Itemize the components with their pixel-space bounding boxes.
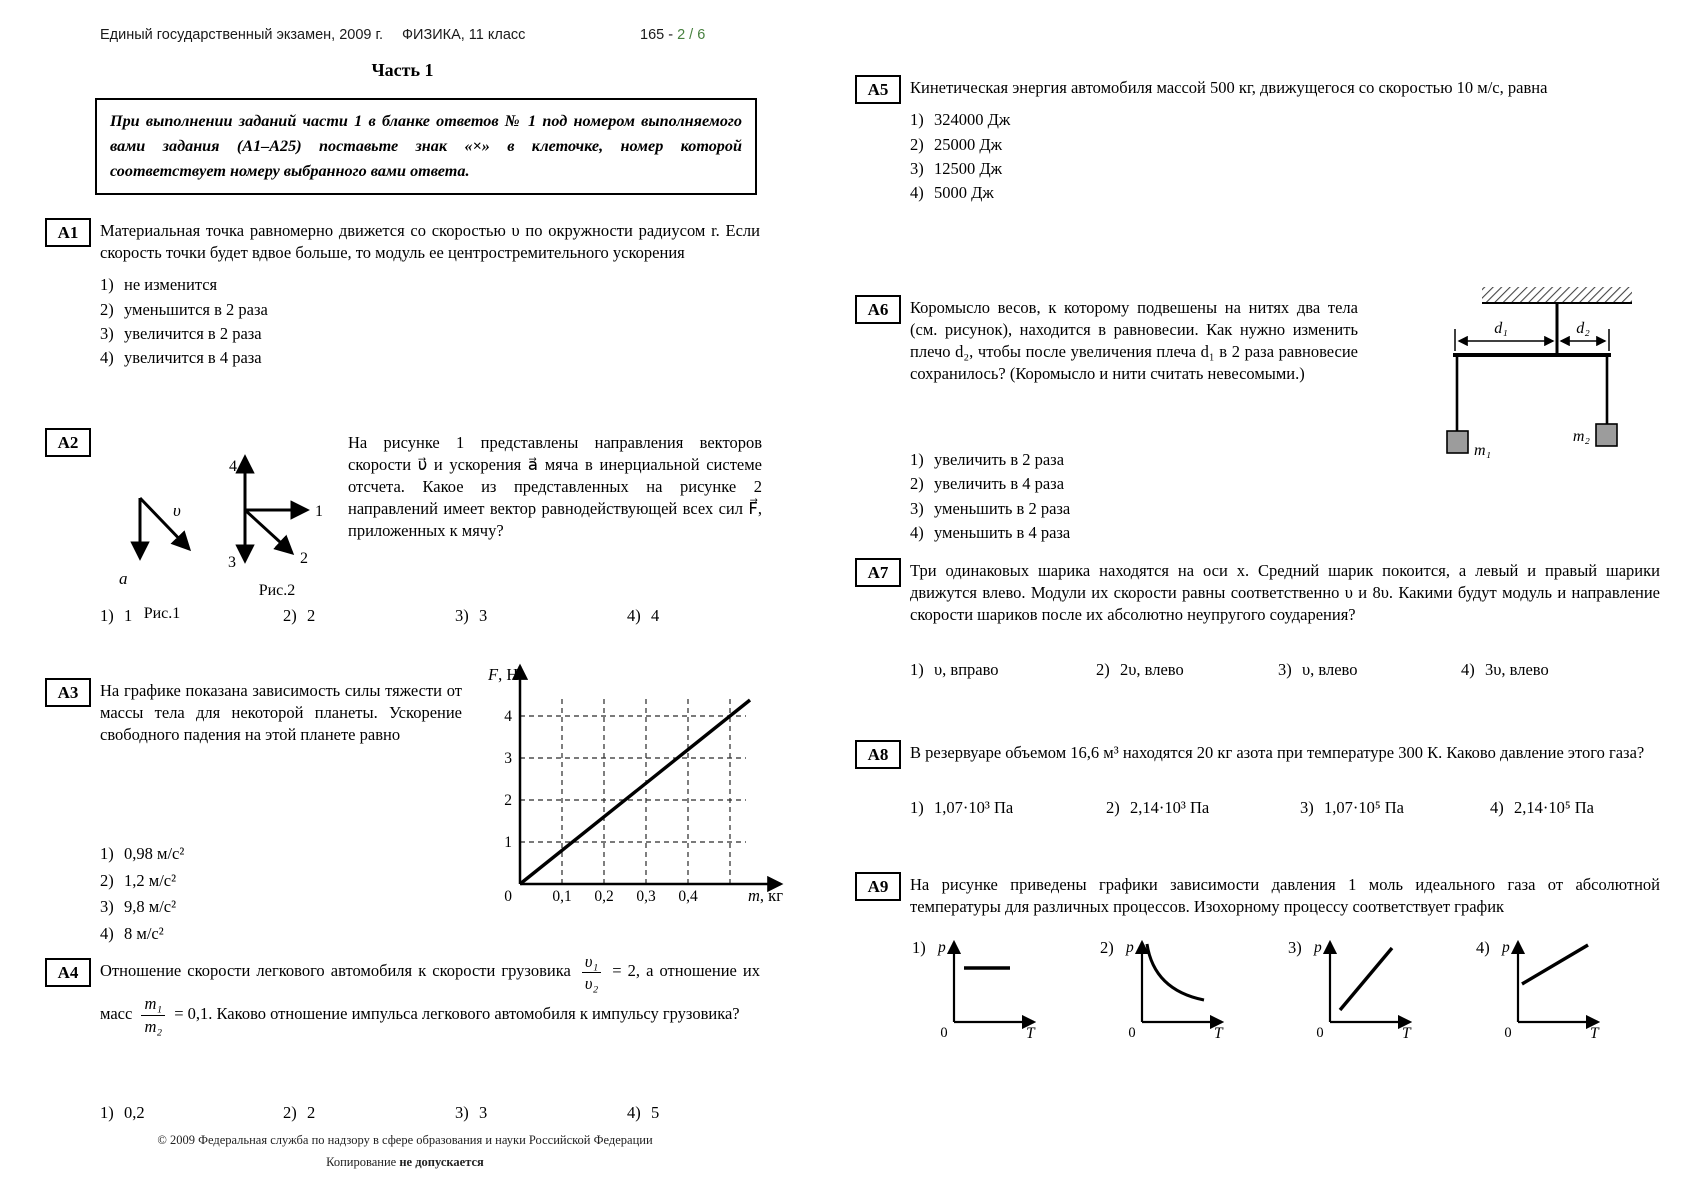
question-a1 xyxy=(57,220,760,371)
a9-graph-option-3 xyxy=(1288,932,1476,1040)
a9-option-3-number: 3) xyxy=(1288,938,1302,957)
option-a7-2: 2) 2υ, влево xyxy=(1096,660,1184,679)
a3-y-axis-label: F, Н xyxy=(488,665,519,684)
question-a4 xyxy=(57,950,761,1125)
question-a3-number-box: А3 xyxy=(45,678,91,707)
a3-ytick-2: 2 xyxy=(504,792,512,809)
question-a2 xyxy=(57,430,762,630)
header-exam-name: Единый государственный экзамен, 2009 г. xyxy=(100,27,384,43)
question-a4-options xyxy=(100,1103,760,1123)
question-a3-options xyxy=(100,841,184,948)
header-page-number: 2 / 6 xyxy=(677,27,706,43)
option-a2-2: 2) 2 xyxy=(283,606,316,625)
a9-graph-1 xyxy=(934,932,1049,1040)
a2-figure-1-caption: Рис.1 xyxy=(143,605,181,622)
a3-xtick-02: 0,2 xyxy=(594,888,614,905)
question-a6-text: Коромысло весов, к которому подвешены на нитях два тела (см. рисунок), находится в равновесии. Как нужно изменить плечо d₂, чтобы после увеличения плеча d₁ в 2 раза равновесие сохранилось? (Коромысло и нити считать невесомыми.) xyxy=(910,298,1358,384)
option-a2-4: 4) 4 xyxy=(627,606,660,625)
a9-graph-3 xyxy=(1310,932,1425,1040)
question-a1-options xyxy=(100,273,760,371)
a4-text-part-2: = 2, а xyxy=(612,961,654,980)
question-a8-options xyxy=(910,798,1660,818)
a4-text-part-1: Отношение скорости легкового автомобиля к скорости грузовика xyxy=(100,961,571,980)
a9-graph-4-curve xyxy=(1522,945,1588,984)
a3-ytick-1: 1 xyxy=(504,834,512,851)
a9-graph-4-t-label: T xyxy=(1589,1025,1599,1042)
a3-ytick-4: 4 xyxy=(504,708,512,725)
option-a4-3: 3) 3 xyxy=(455,1103,488,1122)
a6-d1-label: d₁ xyxy=(1494,320,1508,337)
option-a5-4: 4) 5000 Дж xyxy=(910,183,994,203)
a6-m2-label: m₂ xyxy=(1572,428,1590,445)
a3-x-axis-label: m, кг xyxy=(748,886,783,905)
a9-graph-4-p-label: p xyxy=(1501,939,1510,956)
question-a4-number-box: А4 xyxy=(45,958,91,987)
option-a3-2: 2) 1,2 м/с² xyxy=(100,870,177,890)
option-a1-4: 4) увеличится в 4 раза xyxy=(100,348,262,368)
question-a9 xyxy=(867,874,1660,1054)
a3-xtick-03: 0,3 xyxy=(636,888,656,905)
question-a6 xyxy=(867,297,1660,547)
footer-no-copy: Копирование не допускается xyxy=(326,1154,484,1169)
option-a5-2: 2) 25000 Дж xyxy=(910,134,1003,154)
a6-balance-figure xyxy=(1437,283,1662,483)
a9-graph-4 xyxy=(1498,932,1613,1040)
option-a6-2: 2) увеличить в 4 раза xyxy=(910,474,1065,494)
option-a8-2: 2) 2,14·10³ Па xyxy=(1106,798,1210,817)
question-a4-text xyxy=(100,950,760,1035)
option-a1-2: 2) уменьшится в 2 раза xyxy=(100,299,268,319)
a2-direction-3-label: 3 xyxy=(228,554,236,571)
option-a8-1: 1) 1,07·10³ Па xyxy=(910,798,1014,817)
option-a6-1: 1) увеличить в 2 раза xyxy=(910,450,1065,469)
question-a8 xyxy=(867,742,1660,832)
a9-graph-option-4 xyxy=(1476,932,1664,1040)
option-a7-1: 1) υ, вправо xyxy=(910,660,999,679)
option-a5-1: 1) 324000 Дж xyxy=(910,110,1011,130)
a9-graph-2-zero-label: 0 xyxy=(1128,1025,1136,1041)
a6-m1-label: m₁ xyxy=(1474,442,1492,459)
option-a5-3: 3) 12500 Дж xyxy=(910,158,1003,178)
a6-mass-1 xyxy=(1447,431,1468,453)
a2-direction-2-arrow xyxy=(245,510,292,553)
a9-graph-option-1 xyxy=(912,932,1100,1040)
a2-figure-2 xyxy=(215,445,345,615)
a2-direction-2-label: 2 xyxy=(300,550,308,567)
a4-text-part-3: отношение их масс xyxy=(100,961,761,1023)
a3-ytick-3: 3 xyxy=(504,750,512,767)
option-a8-3: 3) 1,07·10⁵ Па xyxy=(1300,798,1404,817)
question-a6-number-box: А6 xyxy=(855,295,901,324)
part-title: Часть 1 xyxy=(371,60,434,80)
question-a5-text: Кинетическая энергия автомобиля массой 500 кг, движущегося со скоростью 10 м/с, равна xyxy=(910,78,1548,97)
question-a7-text: Три одинаковых шарика находятся на оси x. Средний шарик покоится, а левый и правый шарики движутся влево. Модули их скорости равны соответственно υ и 8υ. Какими будут модуль и направление скорости шариков после их абсолютно неупругого соударения? xyxy=(910,561,1660,625)
a9-graph-option-2 xyxy=(1100,932,1288,1040)
option-a3-3: 3) 9,8 м/с² xyxy=(100,897,177,917)
a9-graph-2-p-label: p xyxy=(1125,939,1134,956)
a4-velocity-ratio-fraction: $\frac{\text{υ₁}}{\text{υ₂}}$ xyxy=(582,952,601,993)
question-a2-number-box: А2 xyxy=(45,428,91,457)
a3-origin-label: 0 xyxy=(504,888,512,905)
a9-graph-2-t-label: T xyxy=(1213,1025,1223,1042)
a9-option-4-number: 4) xyxy=(1476,938,1490,957)
a3-chart-line xyxy=(520,700,750,884)
header-page-code-black: 165 - xyxy=(640,27,674,43)
a2-acceleration-label: a⃗ xyxy=(119,569,141,588)
option-a7-4: 4) 3υ, влево xyxy=(1461,660,1549,679)
question-a3-text: На графике показана зависимость силы тяжести от массы тела для некоторой планеты. Ускорение свободного падения на этой планете равно xyxy=(100,681,462,745)
option-a3-4: 4) 8 м/с² xyxy=(100,924,164,944)
a9-option-1-number: 1) xyxy=(912,938,926,957)
question-a9-number-box: А9 xyxy=(855,872,901,901)
question-a1-text: Материальная точка равномерно движется со скоростью υ по окружности радиусом r. Если скорость точки будет вдвое больше, то модуль ее центростремительного ускорения xyxy=(100,221,760,263)
a9-graph-4-zero-label: 0 xyxy=(1504,1025,1512,1041)
a6-ceiling xyxy=(1482,287,1632,303)
option-a6-4: 4) уменьшить в 4 раза xyxy=(910,523,1071,543)
question-a2-options xyxy=(100,606,760,626)
question-a5-number-box: А5 xyxy=(855,75,901,104)
a4-mass-ratio-fraction: $\frac{\text{m₁}}{\text{m₂}}$ xyxy=(141,994,165,1035)
a9-graph-3-zero-label: 0 xyxy=(1316,1025,1324,1041)
question-a5 xyxy=(867,77,1660,206)
a3-xtick-01: 0,1 xyxy=(552,888,572,905)
a3-force-mass-chart xyxy=(478,652,793,905)
question-a7-number-box: А7 xyxy=(855,558,901,587)
a9-graph-3-curve xyxy=(1340,948,1392,1010)
option-a3-1: 1) 0,98 м/с² xyxy=(100,844,185,863)
a2-direction-1-label: 1 xyxy=(315,503,323,520)
option-a4-2: 2) 2 xyxy=(283,1103,316,1122)
option-a8-4: 4) 2,14·10⁵ Па xyxy=(1490,798,1594,817)
option-a2-1: 1) 1 xyxy=(100,606,133,625)
question-a7-options xyxy=(910,660,1660,680)
question-a5-options xyxy=(910,108,1660,206)
a9-option-2-number: 2) xyxy=(1100,938,1114,957)
a9-graph-2-curve xyxy=(1147,944,1204,1000)
question-a3 xyxy=(57,665,783,944)
instruction-text: При выполнении заданий части 1 в бланке ответов № 1 под номером выполняемого вами задания (А1–А25) поставьте знак «×» в клеточке, номер которой соответствует номеру выбранного вами ответа. xyxy=(110,112,742,181)
question-a9-graph-options xyxy=(912,932,1664,1040)
a3-xtick-04: 0,4 xyxy=(678,888,698,905)
option-a4-1: 1) 0,2 xyxy=(100,1103,145,1122)
option-a4-4: 4) 5 xyxy=(627,1103,660,1122)
question-a1-number-box: А1 xyxy=(45,218,91,247)
footer-copyright: © 2009 Федеральная служба по надзору в сфере образования и науки Российской Федерации xyxy=(157,1133,653,1147)
question-a8-number-box: А8 xyxy=(855,740,901,769)
question-a2-text: На рисунке 1 представлены направления векторов скорости υ⃗ и ускорения a⃗ мяча в инерциальной системе отсчета. Какое из представленных на рисунке 2 направлений имеет вектор равнодействующей всех сил F⃗, приложенных к мячу? xyxy=(348,433,762,541)
question-a6-options xyxy=(910,448,1070,546)
header-subject: ФИЗИКА, 11 класс xyxy=(402,27,526,43)
a6-d2-label: d₂ xyxy=(1576,320,1590,337)
a2-figure-2-caption: Рис.2 xyxy=(258,582,296,599)
a2-direction-4-label: 4 xyxy=(229,458,237,475)
footer xyxy=(45,1130,765,1174)
option-a6-3: 3) уменьшить в 2 раза xyxy=(910,498,1071,518)
a2-velocity-label: υ⃗ xyxy=(173,501,195,520)
a9-graph-2 xyxy=(1122,932,1237,1040)
option-a7-3: 3) υ, влево xyxy=(1278,660,1358,679)
a9-graph-3-t-label: T xyxy=(1401,1025,1411,1042)
a9-graph-3-p-label: p xyxy=(1313,939,1322,956)
instruction-box xyxy=(95,98,757,195)
option-a2-3: 3) 3 xyxy=(455,606,488,625)
a6-mass-2 xyxy=(1596,424,1617,446)
a9-graph-1-zero-label: 0 xyxy=(940,1025,948,1041)
question-a8-text: В резервуаре объемом 16,6 м³ находятся 20 кг азота при температуре 300 К. Каково давление этого газа? xyxy=(910,743,1645,762)
header-page-code xyxy=(640,27,705,43)
a9-graph-1-t-label: T xyxy=(1025,1025,1035,1042)
a9-graph-1-p-label: p xyxy=(937,939,946,956)
question-a9-text: На рисунке приведены графики зависимости давления 1 моль идеального газа от абсолютной температуры для различных процессов. Изохорному процессу соответствует график xyxy=(910,875,1660,917)
option-a1-3: 3) увеличится в 2 раза xyxy=(100,324,262,344)
question-a7 xyxy=(867,560,1660,690)
a4-text-part-4: = 0,1. Каково отношение импульса легкового автомобиля к импульсу грузовика? xyxy=(174,1003,740,1023)
option-a1-1: 1) не изменится xyxy=(100,275,218,295)
